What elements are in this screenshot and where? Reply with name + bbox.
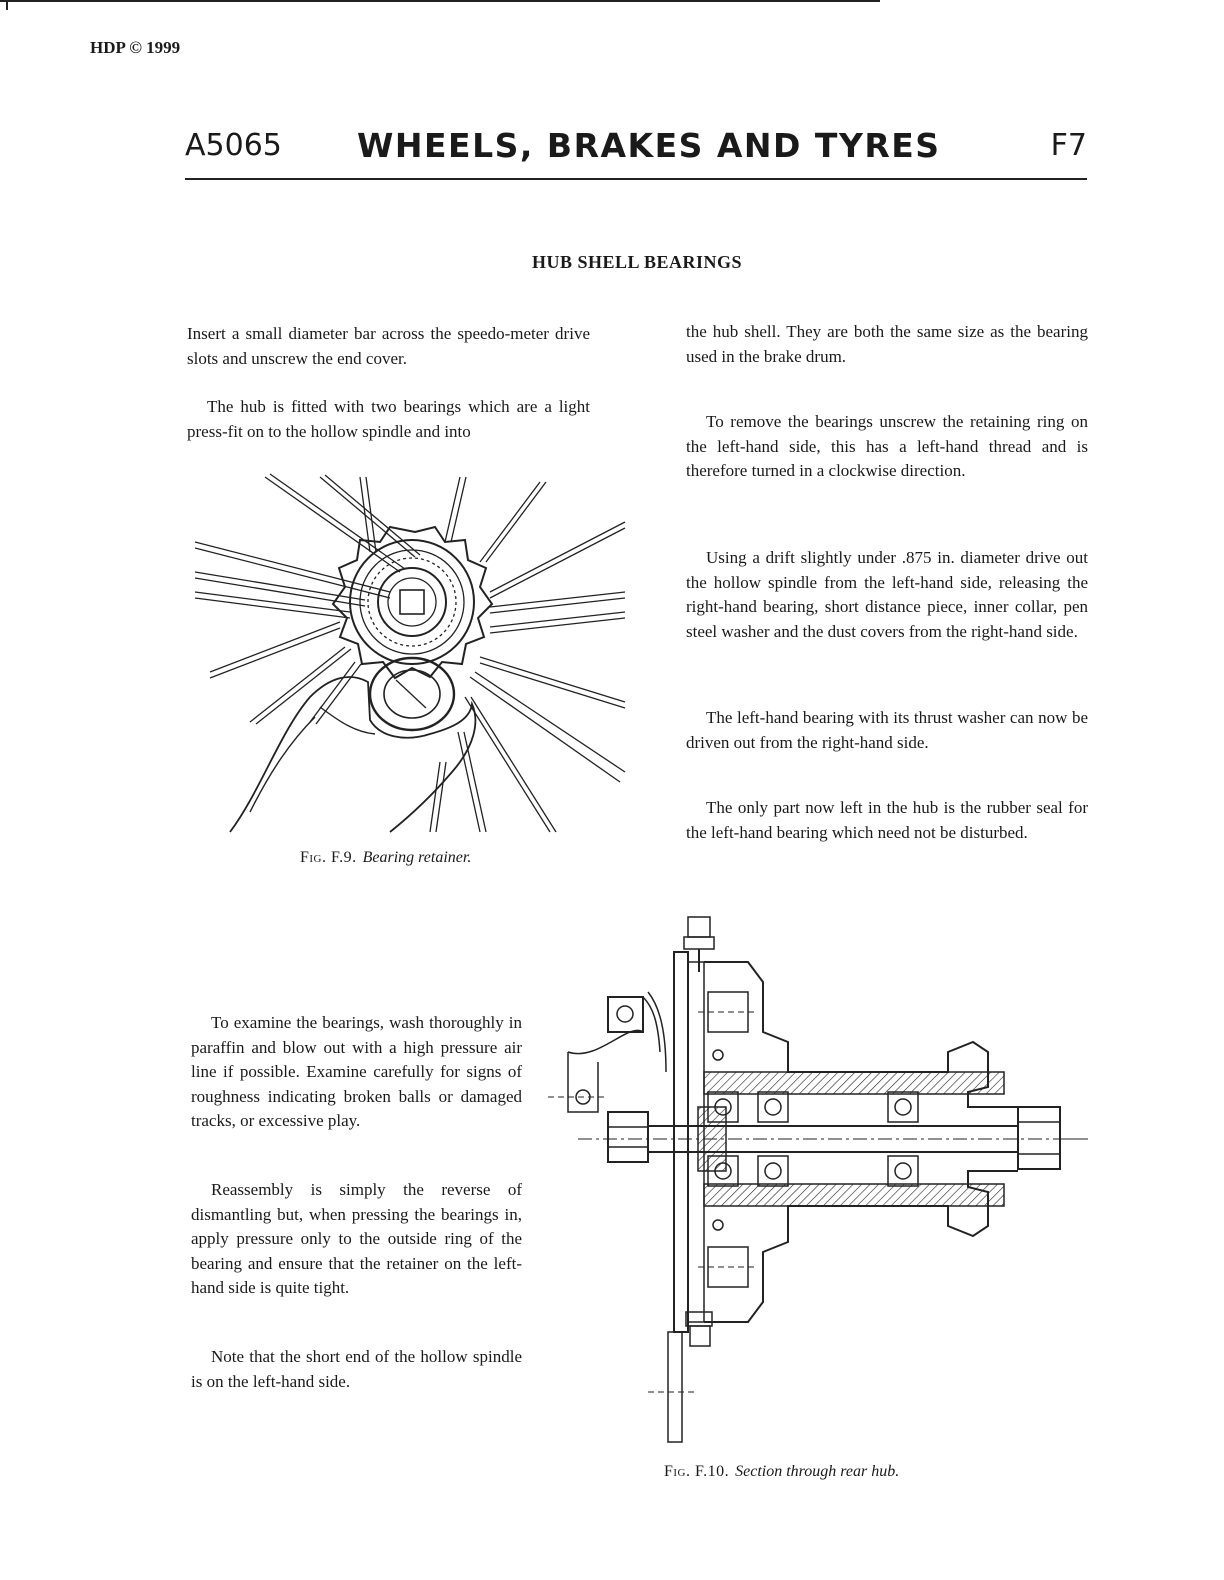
header-rule [185, 178, 1087, 180]
chapter-title: WHEELS, BRAKES AND TYRES [357, 126, 941, 165]
figure-f9-label: Fig. F.9. [300, 849, 357, 866]
manual-code: A5065 [185, 128, 282, 163]
lower-paragraph-3: Note that the short end of the hollow spindle is on the left-hand side. [191, 1347, 522, 1391]
right-paragraph-3: Using a drift slightly under .875 in. diameter drive out the hollow spindle from the left-hand side, releasing the right-hand bearing, short distance piece, inner collar, pen steel washer and the dust covers from the right-hand side. [686, 548, 1088, 641]
figure-f10-label: Fig. F.10. [664, 1463, 730, 1480]
lower-paragraph-1: To examine the bearings, wash thoroughly in paraffin and blow out with a high pressure air line if possible. Examine carefully for signs of roughness indicating broken balls or damaged tracks, or excessive play. [191, 1013, 522, 1130]
figure-f10-caption [664, 1463, 899, 1481]
figure-f9-title: Bearing retainer. [362, 849, 472, 866]
bearing-retainer-illustration [190, 472, 635, 842]
page-header [185, 126, 1087, 178]
right-paragraph-4: The left-hand bearing with its thrust washer can now be driven out from the right-hand side. [686, 708, 1088, 752]
right-paragraph-1: the hub shell. They are both the same size as the bearing used in the brake drum. [686, 322, 1088, 366]
copyright-stamp: HDP © 1999 [90, 38, 181, 57]
rear-hub-section-drawing [548, 912, 1093, 1452]
lower-paragraph-2: Reassembly is simply the reverse of dismantling but, when pressing the bearings in, apply pressure only to the outside ring of the bearing and ensure that the retainer on the left-hand side is quite tight. [191, 1180, 522, 1297]
left-paragraph-1: Insert a small diameter bar across the speedo-meter drive slots and unscrew the end cover. [187, 324, 590, 368]
top-edge-line [0, 0, 880, 2]
section-title: HUB SHELL BEARINGS [531, 252, 743, 272]
figure-f9-caption [300, 849, 471, 867]
left-paragraph-2: The hub is fitted with two bearings which are a light press-fit on to the hollow spindle and into [187, 397, 590, 441]
right-paragraph-5: The only part now left in the hub is the rubber seal for the left-hand bearing which need not be disturbed. [686, 798, 1088, 842]
right-paragraph-2: To remove the bearings unscrew the retaining ring on the left-hand side, this has a left-hand thread and is therefore turned in a clockwise direction. [686, 412, 1088, 480]
top-edge-mark [6, 0, 8, 10]
figure-f10-title: Section through rear hub. [735, 1463, 900, 1480]
page-number: F7 [1050, 128, 1087, 163]
